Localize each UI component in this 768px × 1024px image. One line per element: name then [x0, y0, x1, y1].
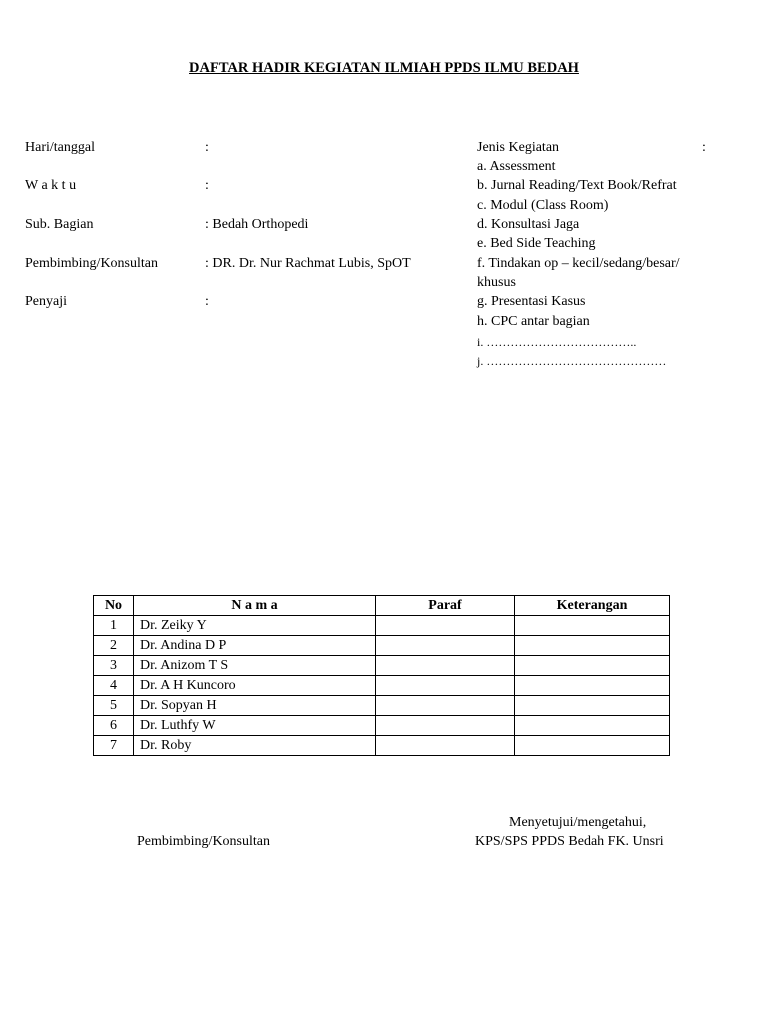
- activity-item: h. CPC antar bagian: [477, 314, 590, 329]
- cell-nama: Dr. Sopyan H: [134, 696, 376, 716]
- cell-keterangan: [515, 636, 670, 656]
- table-row: [94, 736, 670, 756]
- cell-nama: Dr. Andina D P: [134, 636, 376, 656]
- activity-item: b. Jurnal Reading/Text Book/Refrat: [477, 178, 677, 193]
- field-label-penyaji: Penyaji: [25, 294, 67, 309]
- header-nama: N a m a: [134, 596, 376, 616]
- field-value-sub-bagian: : Bedah Orthopedi: [205, 217, 309, 232]
- activity-heading: Jenis Kegiatan: [477, 140, 560, 155]
- field-label-pembimbing: Pembimbing/Konsultan: [25, 256, 158, 271]
- signature-right: KPS/SPS PPDS Bedah FK. Unsri: [475, 834, 664, 849]
- cell-no: 2: [94, 636, 134, 656]
- field-value-pembimbing: : DR. Dr. Nur Rachmat Lubis, SpOT: [205, 256, 411, 271]
- cell-keterangan: [515, 696, 670, 716]
- activity-item: i. ………………………………..: [477, 335, 637, 349]
- header-no: No: [94, 596, 134, 616]
- approval-label: Menyetujui/mengetahui,: [509, 815, 647, 830]
- table-row: [94, 656, 670, 676]
- cell-paraf: [376, 616, 515, 636]
- cell-keterangan: [515, 736, 670, 756]
- activity-item: j. ………………………………………: [477, 354, 667, 368]
- activity-colon: :: [702, 140, 706, 155]
- activity-item: f. Tindakan op – kecil/sedang/besar/: [477, 256, 680, 271]
- cell-paraf: [376, 736, 515, 756]
- field-label-hari-tanggal: Hari/tanggal: [25, 140, 95, 155]
- cell-paraf: [376, 636, 515, 656]
- cell-no: 4: [94, 676, 134, 696]
- document-title: DAFTAR HADIR KEGIATAN ILMIAH PPDS ILMU BEDAH: [189, 60, 579, 76]
- cell-no: 7: [94, 736, 134, 756]
- cell-no: 1: [94, 616, 134, 636]
- cell-no: 5: [94, 696, 134, 716]
- attendance-table: [93, 595, 670, 756]
- table-row: [94, 716, 670, 736]
- cell-nama: Dr. Roby: [134, 736, 376, 756]
- field-value-hari-tanggal: :: [205, 140, 209, 155]
- activity-item: d. Konsultasi Jaga: [477, 217, 580, 232]
- cell-no: 6: [94, 716, 134, 736]
- activity-item: e. Bed Side Teaching: [477, 236, 596, 251]
- header-keterangan: Keterangan: [515, 596, 670, 616]
- signature-left: Pembimbing/Konsultan: [137, 834, 270, 849]
- cell-keterangan: [515, 656, 670, 676]
- activity-item: g. Presentasi Kasus: [477, 294, 586, 309]
- table-row: [94, 696, 670, 716]
- field-label-waktu: W a k t u: [25, 178, 77, 193]
- cell-keterangan: [515, 616, 670, 636]
- cell-keterangan: [515, 716, 670, 736]
- field-value-penyaji: :: [205, 294, 209, 309]
- cell-no: 3: [94, 656, 134, 676]
- table-row: [94, 676, 670, 696]
- cell-paraf: [376, 716, 515, 736]
- activity-item: a. Assessment: [477, 159, 556, 174]
- cell-paraf: [376, 696, 515, 716]
- header-paraf: Paraf: [376, 596, 515, 616]
- cell-paraf: [376, 656, 515, 676]
- cell-nama: Dr. Anizom T S: [134, 656, 376, 676]
- cell-paraf: [376, 676, 515, 696]
- cell-nama: Dr. Luthfy W: [134, 716, 376, 736]
- cell-nama: Dr. Zeiky Y: [134, 616, 376, 636]
- field-label-sub-bagian: Sub. Bagian: [25, 217, 94, 232]
- field-value-waktu: :: [205, 178, 209, 193]
- activity-item: khusus: [477, 275, 516, 290]
- table-row: [94, 616, 670, 636]
- table-header-row: [94, 596, 670, 616]
- table-row: [94, 636, 670, 656]
- cell-nama: Dr. A H Kuncoro: [134, 676, 376, 696]
- cell-keterangan: [515, 676, 670, 696]
- activity-item: c. Modul (Class Room): [477, 198, 609, 213]
